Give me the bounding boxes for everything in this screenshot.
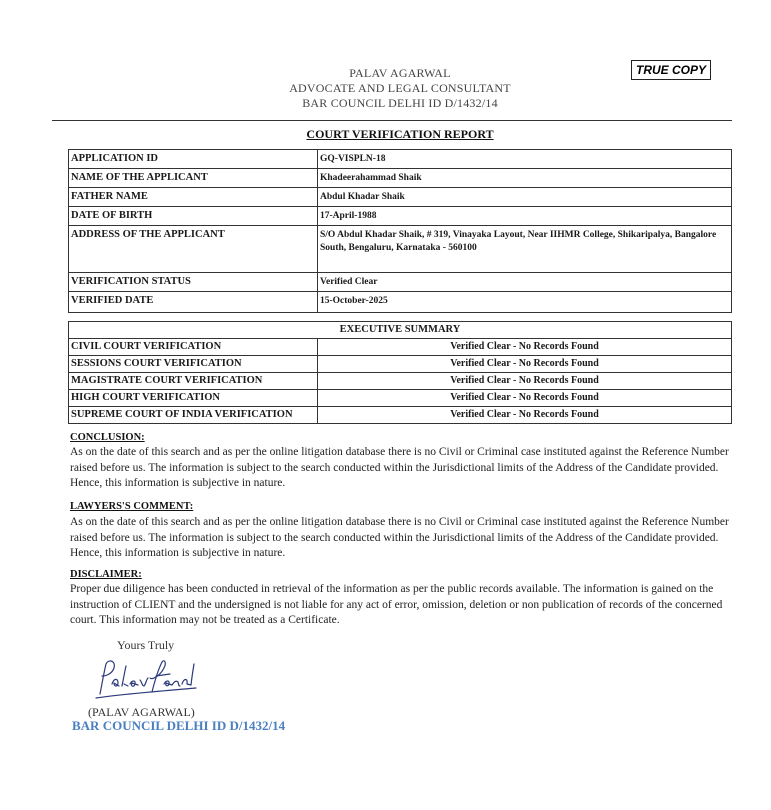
date-of-birth-label: DATE OF BIRTH [69,207,318,226]
address-value: S/O Abdul Khadar Shaik, # 319, Vinayaka Layout, Near IIHMR College, Shikaripalya, Bangalore South, Bengaluru, Karnataka - 560100 [318,226,732,273]
signatory-bar-id: BAR COUNCIL DELHI ID D/1432/14 [72,718,286,733]
signatory-name: (PALAV AGARWAL) [88,705,195,719]
address-label: ADDRESS OF THE APPLICANT [69,226,318,273]
disclaimer-heading: DISCLAIMER: [70,569,142,580]
civil-court-value: Verified Clear - No Records Found [318,339,732,356]
verified-date-value: 15-October-2025 [318,292,732,313]
table-row [69,273,732,292]
header-divider [52,120,732,121]
header-profession: ADVOCATE AND LEGAL CONSULTANT [289,81,511,95]
verified-date-label: VERIFIED DATE [69,292,318,313]
table-row [69,292,732,313]
conclusion-text: As on the date of this search and as per the online litigation database there is no Civil or Criminal case instituted against the Reference Number raised before us. The information is subject to the search conducted within the Jurisdictional limits of the Address of the Candidate provided. Hence, this information is subjective in nature. [70,446,729,489]
lawyers-comment-text: As on the date of this search and as per the online litigation database there is no Civil or Criminal case instituted against the Reference Number raised before us. The information is subject to the search conducted within the Jurisdictional limits of the Address of the Candidate provided. Hence, this information is subjective in nature. [70,516,729,559]
application-id-label: APPLICATION ID [69,150,318,169]
table-row [69,226,732,273]
civil-court-label: CIVIL COURT VERIFICATION [69,339,318,356]
application-id-value: GQ-VISPLN-18 [318,150,732,169]
table-row [69,407,732,424]
supreme-court-label: SUPREME COURT OF INDIA VERIFICATION [69,407,318,424]
table-row [69,339,732,356]
father-name-value: Abdul Khadar Shaik [318,188,732,207]
table-row [69,356,732,373]
header-bar-id: BAR COUNCIL DELHI ID D/1432/14 [302,96,498,110]
high-court-label: HIGH COURT VERIFICATION [69,390,318,407]
verification-status-value: Verified Clear [318,273,732,292]
lawyers-comment-heading: LAWYERS'S COMMENT: [70,501,194,512]
sessions-court-label: SESSIONS COURT VERIFICATION [69,356,318,373]
applicant-details-table [68,149,732,313]
magistrate-court-value: Verified Clear - No Records Found [318,373,732,390]
report-title: COURT VERIFICATION REPORT [306,127,494,141]
verification-status-label: VERIFICATION STATUS [69,273,318,292]
signature-image [92,656,202,702]
table-row [69,169,732,188]
table-row [69,373,732,390]
table-row [69,322,732,339]
disclaimer-text: Proper due diligence has been conducted in retrieval of the information as per the public records available. The information is gained on the instruction of CLIENT and the undersigned is not liable for any act of error, omission, deletion or non publication of records of the concerned court. This information may not be treated as a Certificate. [70,583,723,626]
table-row [69,390,732,407]
executive-summary-table [68,321,732,424]
table-row [69,207,732,226]
header-name: PALAV AGARWAL [349,66,451,80]
date-of-birth-value: 17-April-1988 [318,207,732,226]
magistrate-court-label: MAGISTRATE COURT VERIFICATION [69,373,318,390]
conclusion-heading: CONCLUSION: [70,432,145,443]
supreme-court-value: Verified Clear - No Records Found [318,407,732,424]
applicant-name-value: Khadeerahammad Shaik [318,169,732,188]
father-name-label: FATHER NAME [69,188,318,207]
executive-summary-title: EXECUTIVE SUMMARY [69,322,732,339]
high-court-value: Verified Clear - No Records Found [318,390,732,407]
applicant-name-label: NAME OF THE APPLICANT [69,169,318,188]
closing-salutation: Yours Truly [117,638,175,652]
sessions-court-value: Verified Clear - No Records Found [318,356,732,373]
true-copy-stamp: TRUE COPY [631,60,711,80]
table-row [69,188,732,207]
table-row [69,150,732,169]
